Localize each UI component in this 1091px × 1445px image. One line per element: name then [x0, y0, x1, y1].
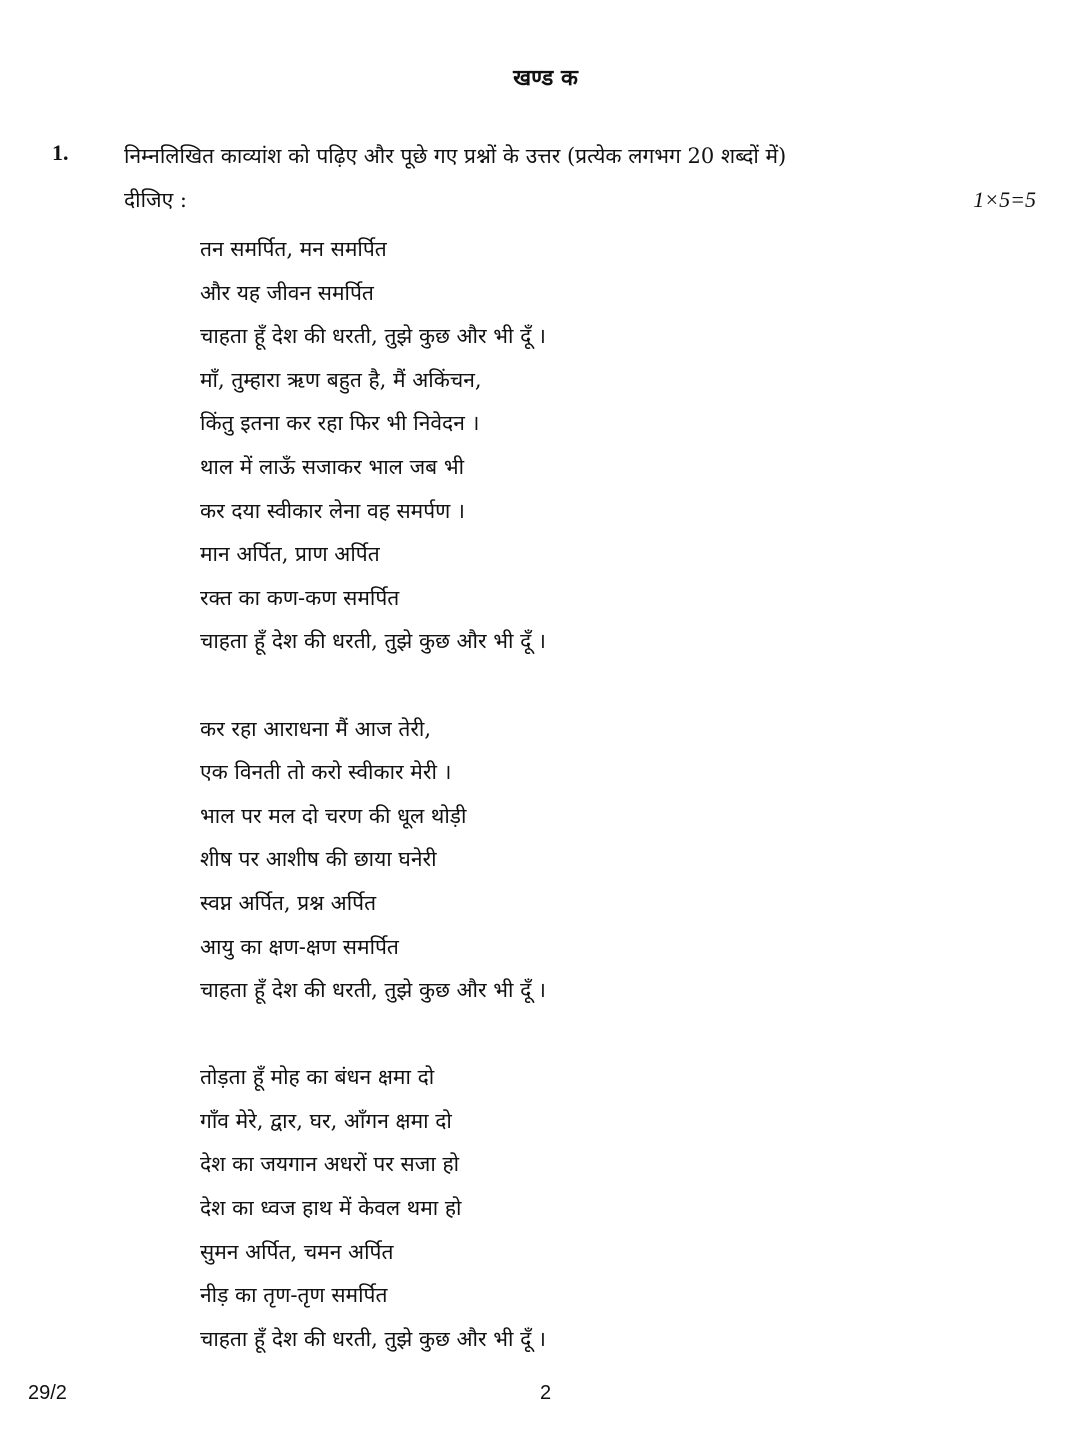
- question-number: 1.: [52, 140, 69, 165]
- poem-stanza-2: [200, 708, 1000, 1013]
- poem-line: चाहता हूँ देश की धरती, तुझे कुछ और भी दूँ ।: [200, 324, 546, 349]
- poem-line: भाल पर मल दो चरण की धूल थोड़ी: [200, 803, 467, 828]
- poem-line: शीष पर आशीष की छाया घनेरी: [200, 847, 437, 872]
- instruction-line-1: निम्नलिखित काव्यांश को पढ़िए और पूछे गए प्रश्नों के उत्तर (प्रत्येक लगभग 20 शब्दों में): [124, 144, 787, 168]
- page-number: 2: [539, 1382, 552, 1404]
- poem-line: नीड़ का तृण-तृण समर्पित: [200, 1283, 388, 1308]
- instruction-line-2: [124, 178, 1044, 222]
- poem-line: एक विनती तो करो स्वीकार मेरी ।: [200, 760, 452, 785]
- poem-line: तन समर्पित, मन समर्पित: [200, 237, 387, 261]
- instruction-line-2-text: दीजिए :: [124, 188, 187, 212]
- poem-line: रक्त का कण-कण समर्पित: [200, 585, 400, 610]
- marks-allocation: 1×5=5: [973, 187, 1036, 212]
- poem-line: स्वप्न अर्पित, प्रश्न अर्पित: [200, 890, 377, 915]
- poem-line: कर रहा आराधना मैं आज तेरी,: [200, 716, 432, 741]
- poem-line: चाहता हूँ देश की धरती, तुझे कुछ और भी दूँ ।: [200, 1326, 546, 1351]
- poem-line: और यह जीवन समर्पित: [200, 280, 374, 305]
- poem-line: किंतु इतना कर रहा फिर भी निवेदन ।: [200, 411, 480, 436]
- poem: [200, 228, 1000, 1361]
- poem-line: मान अर्पित, प्राण अर्पित: [200, 542, 380, 567]
- poem-line: तोड़ता हूँ मोह का बंधन क्षमा दो: [200, 1065, 435, 1090]
- poem-line: गाँव मेरे, द्वार, घर, आँगन क्षमा दो: [200, 1108, 452, 1133]
- poem-stanza-1: [200, 228, 1000, 664]
- paper-code: 29/2: [28, 1382, 67, 1404]
- poem-line: चाहता हूँ देश की धरती, तुझे कुछ और भी दूँ ।: [200, 629, 546, 654]
- question-instruction: [124, 134, 1044, 222]
- poem-line: माँ, तुम्हारा ऋण बहुत है, मैं अकिंचन,: [200, 367, 482, 392]
- poem-line: चाहता हूँ देश की धरती, तुझे कुछ और भी दूँ ।: [200, 978, 546, 1003]
- poem-line: सुमन अर्पित, चमन अर्पित: [200, 1239, 394, 1264]
- poem-stanza-3: [200, 1056, 1000, 1361]
- poem-line: देश का जयगान अधरों पर सजा हो: [200, 1152, 460, 1177]
- section-heading: खण्ड क: [513, 65, 578, 91]
- poem-line: थाल में लाऊँ सजाकर भाल जब भी: [200, 454, 465, 479]
- poem-line: देश का ध्वज हाथ में केवल थमा हो: [200, 1196, 462, 1221]
- poem-line: कर दया स्वीकार लेना वह समर्पण ।: [200, 498, 465, 523]
- poem-line: आयु का क्षण-क्षण समर्पित: [200, 934, 399, 959]
